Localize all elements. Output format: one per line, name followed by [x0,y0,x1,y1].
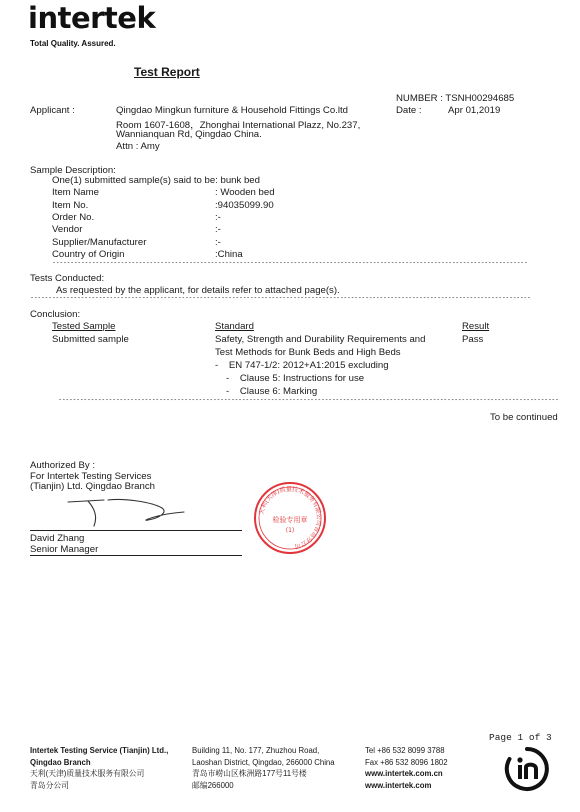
footer-branch: Qingdao Branch [30,757,91,767]
report-number [396,93,514,104]
sample-row-value: :- [215,237,221,248]
star-divider: ******************************************************************************************************************************************* [30,297,531,303]
report-number-label: NUMBER : [396,93,443,104]
footer-website-link[interactable]: www.intertek.com [365,780,432,790]
report-date-value: Apr 01,2019 [448,105,501,116]
sample-row-value: :94035099.90 [215,200,274,211]
standard-line: Test Methods for Bunk Beds and High Beds [215,347,401,358]
footer-tel: Tel +86 532 8099 3788 [365,746,445,755]
conclusion-heading: Conclusion: [30,309,81,320]
footer-branch-cn: 青岛分公司 [30,780,69,790]
footer-fax: Fax +86 532 8096 1802 [365,757,448,767]
page-number: Page 1 of 3 [489,732,552,743]
report-date-label: Date : [396,105,422,116]
applicant-line: Qingdao Mingkun furniture & Household Fittings Co.ltd [116,105,348,116]
applicant-line: Wannianquan Rd, Qingdao China. [116,129,262,140]
footer-address [192,745,335,791]
footer-address-line: Laoshan District, Qingdao, 266000 China [192,757,335,767]
signature-line [30,530,242,531]
star-divider: ************************************************************************************************************************************ [52,262,528,268]
sample-row-label: Item No. [52,200,89,211]
footer-company-name: Intertek Testing Service (Tianjin) Ltd., [30,746,169,755]
sample-heading: Sample Description: [30,165,116,176]
stamp-number: (1) [285,527,295,534]
standard-line: - EN 747-1/2: 2012+A1:2015 excluding [215,360,389,371]
sample-row-value: :- [215,224,221,235]
sample-row-label: Vendor [52,224,83,235]
authorized-label: Authorized By : [30,460,96,471]
signer-position: Senior Manager [30,544,99,555]
page-title: Test Report [134,65,200,79]
standard-line: Safety, Strength and Durability Requirements and [215,334,426,345]
authorized-for: (Tianjin) Ltd. Qingdao Branch [30,481,155,492]
tested-sample-value: Submitted sample [52,334,129,345]
footer-company [30,745,168,791]
signature-line [30,555,242,556]
footer-zip-cn: 邮编266000 [192,780,234,790]
stamp-center-text: 检验专用章 [272,516,308,524]
standard-line: - Clause 6: Marking [226,386,318,397]
sample-row-value: :- [215,212,221,223]
tests-text: As requested by the applicant, for details refer to attached page(s). [56,285,340,296]
intertek-round-logo-icon [503,745,551,793]
footer-company-cn: 天利(天津)质量技术服务有限公司 [30,769,145,778]
col-tested-sample: Tested Sample [52,321,116,332]
brand-logo: intertek [28,1,156,35]
col-standard: Standard [215,321,254,332]
standard-line: - Clause 5: Instructions for use [226,373,365,384]
applicant-line: Room 1607-1608，Zhonghai International Plazz, No.237, [116,120,361,131]
authorized-for: For Intertek Testing Services [30,471,152,482]
footer-address-line: Building 11, No. 177, Zhuzhou Road, [192,746,320,755]
footer-address-cn: 青岛市崂山区株洲路177号11号楼 [192,769,307,778]
continued-note: To be continued [490,412,558,423]
sample-row-label: Order No. [52,212,95,223]
handwritten-signature [64,494,194,530]
star-divider: ******************************************************************************************************************************************* [58,399,559,405]
footer-website-link[interactable]: www.intertek.com.cn [365,769,443,778]
col-result: Result [462,321,490,332]
result-value: Pass [462,334,484,345]
report-number-value: TSNH00294685 [445,93,515,104]
applicant-label: Applicant : [30,105,75,116]
footer-contact [365,745,448,791]
stamp-ring-text: 天利(天津)质量技术服务有限公司青岛分公司 [258,485,323,550]
brand-tagline: Total Quality. Assured. [30,39,116,48]
sample-intro: One(1) submitted sample(s) said to be: bunk bed [52,175,260,186]
sample-row-value: : Wooden bed [215,187,275,198]
official-stamp [253,481,327,555]
applicant-line: Attn : Amy [116,141,160,152]
tests-heading: Tests Conducted: [30,273,105,284]
sample-row-label: Country of Origin [52,249,125,260]
sample-row-value: :China [215,249,243,260]
signer-name: David Zhang [30,533,85,544]
sample-row-label: Supplier/Manufacturer [52,237,147,248]
sample-row-label: Item Name [52,187,99,198]
